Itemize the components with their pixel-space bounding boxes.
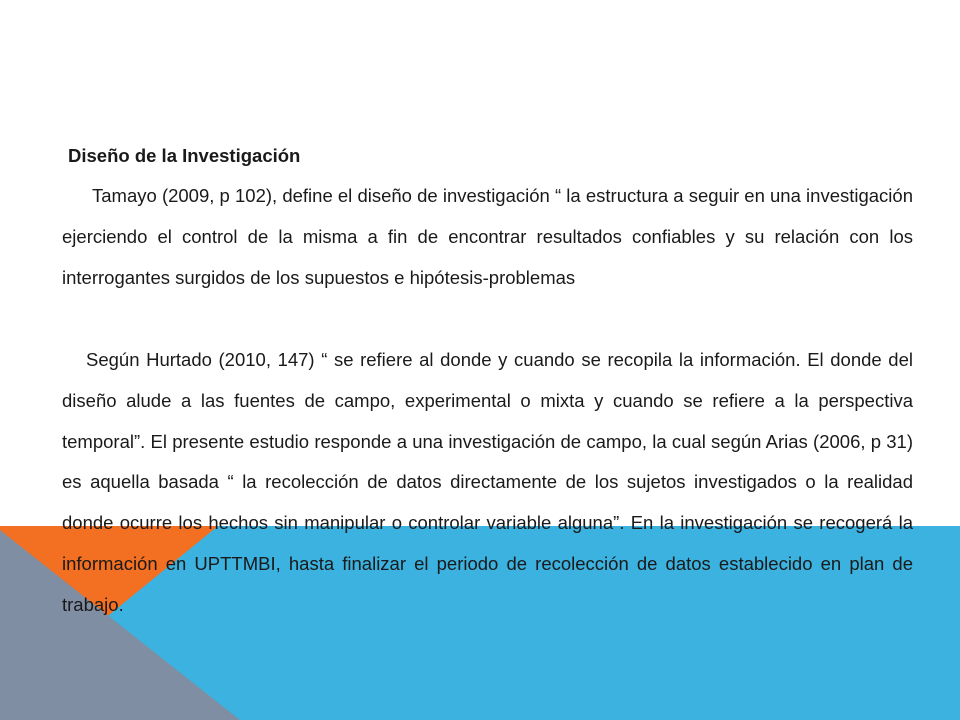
paragraph-tamayo: Tamayo (2009, p 102), define el diseño de investigación “ la estructura a seguir en una investigación ejerciendo el control de la misma a fin de encontrar resultados confiables y su relación con los interrogantes surgidos de los supuestos e hipótesis-problemas bbox=[62, 185, 913, 288]
paragraph-hurtado: Según Hurtado (2010, 147) “ se refiere al donde y cuando se recopila la información. El donde del diseño alude a las fuentes de campo, experimental o mixta y cuando se refiere a la perspectiva temporal”. El presente estudio responde a una investigación de campo, la cual según Arias (2006, p 31) es aquella basada “ la recolección de datos directamente de los sujetos investigados o la realidad donde ocurre los hechos sin manipular o controlar variable alguna”. En la investigación se recogerá la información en UPTTMBI, hasta finalizar el periodo de recolección de datos establecido en plan de trabajo. bbox=[62, 348, 913, 616]
section-heading: Diseño de la Investigación bbox=[68, 145, 301, 166]
slide-content bbox=[62, 136, 913, 626]
